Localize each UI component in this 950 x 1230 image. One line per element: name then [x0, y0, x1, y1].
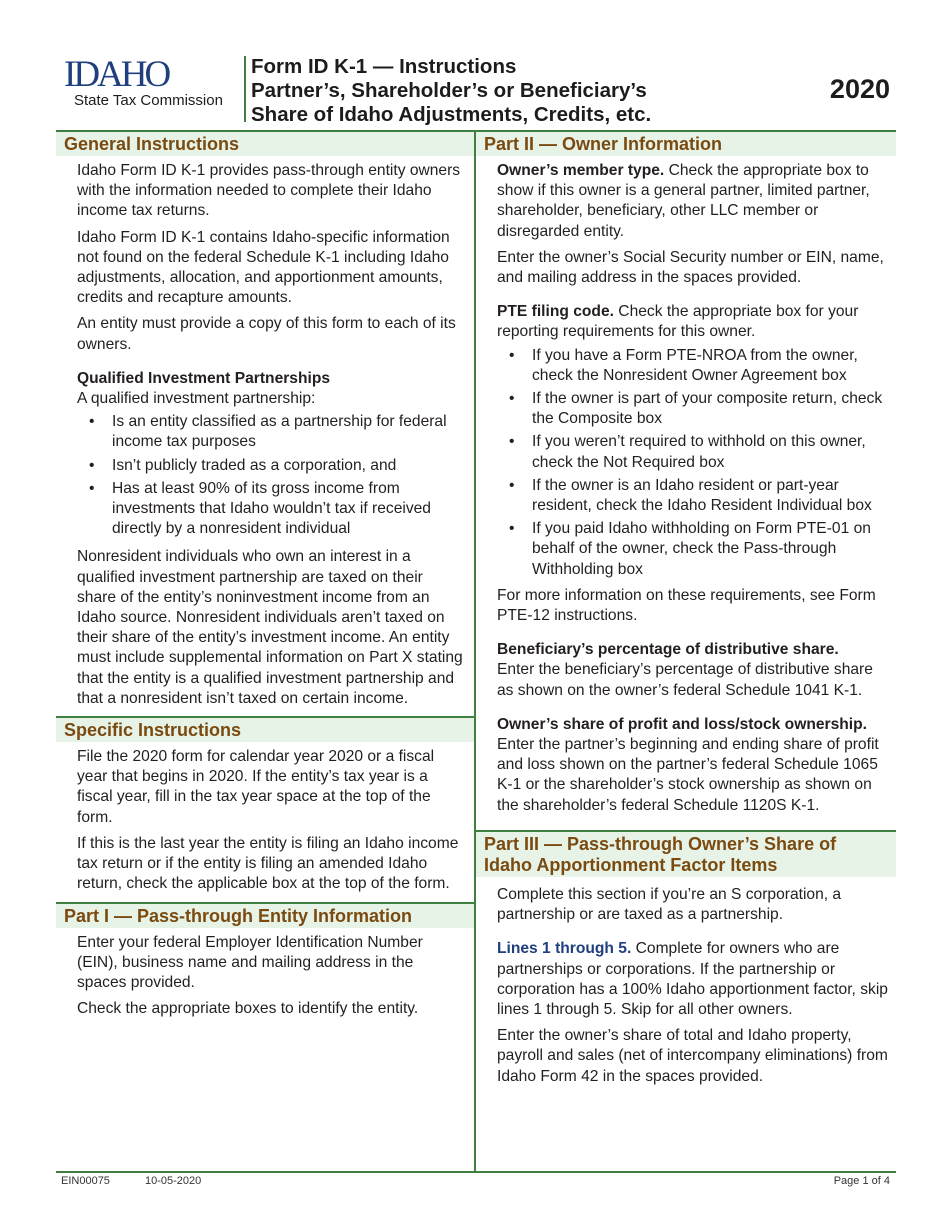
- left-column: [56, 132, 474, 1019]
- footer-page-number: Page 1 of 4: [833, 1175, 890, 1187]
- part3-paragraph-1: Complete this section if you’re an S corporation, a partnership or are taxed as a partnership.: [497, 885, 842, 924]
- more-info-paragraph: For more information on these requirements, see Form PTE-12 instructions.: [497, 586, 876, 625]
- general-instructions-body: [56, 161, 474, 709]
- form-title: [251, 55, 651, 127]
- member-type-label: Owner’s member type.: [497, 162, 665, 179]
- specific-instructions-body: [56, 747, 474, 894]
- idaho-tax-commission-logo: [62, 56, 242, 116]
- form-title-line-1: Form ID K-1 — Instructions: [251, 55, 517, 78]
- general-paragraph-2: Idaho Form ID K-1 contains Idaho-specific information not found on the federal Schedule K-1 including Idaho adjustments, allocation, and apportionment amounts, credits and recapture amounts.: [77, 228, 450, 307]
- page-header: [56, 52, 896, 130]
- member-type-paragraph: [497, 161, 888, 242]
- lines-1-5-paragraph: [497, 939, 888, 1020]
- right-column: [476, 132, 896, 1087]
- part2-body: [476, 161, 896, 816]
- beneficiary-share-label: Beneficiary’s percentage of distributive share.: [497, 641, 839, 659]
- pte-code-text: Check the appropriate box for your reporting requirements for this owner.: [497, 303, 859, 341]
- general-paragraph-4: Nonresident individuals who own an interest in a qualified investment partnership are taxed on their share of the entity’s noninvestment income from an Idaho source. Nonresident individuals aren’t taxed on their share of the entity’s investment income. An entity must include supplemental information on Part X stating that the entity is a qualified investment partnership and that a nonresident isn’t taxed on certain income.: [77, 548, 463, 707]
- general-paragraph-1: Idaho Form ID K-1 provides pass-through entity owners with the information needed to complete their Idaho income tax returns.: [77, 162, 461, 220]
- qip-bullet-list: [77, 412, 466, 539]
- member-type-text: Check the appropriate box to show if this owner is a general partner, limited partner, shareholder, beneficiary, other LLC member or disregarded entity.: [497, 162, 870, 240]
- specific-instructions-heading: Specific Instructions: [56, 716, 474, 742]
- specific-paragraph-1: File the 2020 form for calendar year 2020 or a fiscal year that begins in 2020. If the entity’s tax year is a fiscal year, fill in the tax year space at the top of the form.: [77, 748, 435, 826]
- footer-revision-date: 10-05-2020: [145, 1175, 202, 1187]
- part2-heading: Part II — Owner Information: [476, 132, 896, 156]
- form-title-line-3: Share of Idaho Adjustments, Credits, etc.: [251, 103, 652, 126]
- idaho-wordmark: [62, 56, 192, 92]
- idaho-wordmark-text: IDAHO: [64, 56, 169, 92]
- tax-year: 2020: [829, 74, 890, 104]
- qip-bullet: • Is an entity classified as a partnership for federal income tax purposes: [77, 412, 466, 452]
- bottom-rule: [56, 1171, 896, 1173]
- profit-loss-text: Enter the partner’s beginning and ending share of profit and loss shown on the partner’s federal Schedule 1065 K-1 or the shareholder’s stock ownership as shown on the shareholder’s federal Schedule 1120S K-1.: [497, 736, 879, 814]
- header-divider: [244, 56, 246, 122]
- agency-name: State Tax Commission: [74, 92, 223, 109]
- pte-bullet: • If the owner is part of your composite return, check the Composite box: [497, 389, 888, 429]
- lines-1-5-label: Lines 1 through 5.: [497, 940, 632, 958]
- general-instructions-heading: General Instructions: [56, 132, 474, 156]
- part3-body: [476, 885, 896, 1087]
- profit-loss-label: Owner’s share of profit and loss/stock ownership.: [497, 715, 867, 733]
- pte-bullet: • If the owner is an Idaho resident or part-year resident, check the Idaho Resident Individual box: [497, 476, 888, 516]
- part3-heading-line-1: Part III — Pass-through Owner’s Share of: [484, 833, 837, 854]
- pte-bullet: • If you have a Form PTE-NROA from the owner, check the Nonresident Owner Agreement box: [497, 346, 888, 386]
- part3-paragraph-3: Enter the owner’s share of total and Idaho property, payroll and sales (net of intercompany eliminations) from Idaho Form 42 in the spaces provided.: [497, 1027, 888, 1085]
- lines-1-5-text: Complete for owners who are partnerships or corporations. If the partnership or corporation has a 100% Idaho apportionment factor, skip lines 1 through 5. Skip for all other owners.: [497, 940, 888, 1018]
- pte-code-paragraph: [497, 302, 888, 342]
- ssn-paragraph: Enter the owner’s Social Security number or EIN, name, and mailing address in the spaces provided.: [497, 248, 884, 287]
- part3-heading-line-2: Idaho Apportionment Factor Items: [484, 854, 778, 875]
- footer-form-code: EIN00075: [61, 1175, 110, 1187]
- part3-heading: [476, 830, 896, 877]
- pte-bullet: • If you paid Idaho withholding on Form PTE-01 on behalf of the owner, check the Pass-through Withholding box: [497, 519, 888, 580]
- pte-bullet-list: [497, 346, 888, 580]
- part1-body: [56, 933, 474, 1020]
- qip-subheading: Qualified Investment Partnerships: [77, 369, 331, 387]
- pte-code-label: PTE filing code.: [497, 303, 614, 321]
- general-paragraph-3: An entity must provide a copy of this form to each of its owners.: [77, 315, 456, 353]
- qip-intro: A qualified investment partnership:: [77, 390, 316, 408]
- form-title-line-2: Partner’s, Shareholder’s or Beneficiary’s: [251, 79, 647, 102]
- qip-bullet: • Isn’t publicly traded as a corporation, and: [77, 456, 466, 476]
- qip-bullet: • Has at least 90% of its gross income from investments that Idaho wouldn’t tax if received directly by a nonresident individual: [77, 479, 466, 540]
- part1-heading: Part I — Pass-through Entity Information: [56, 902, 474, 928]
- pte-bullet: • If you weren’t required to withhold on this owner, check the Not Required box: [497, 432, 888, 472]
- beneficiary-share-text: Enter the beneficiary’s percentage of distributive share as shown on the owner’s federal Schedule 1041 K-1.: [497, 661, 873, 699]
- part1-paragraph-2: Check the appropriate boxes to identify the entity.: [77, 1000, 419, 1018]
- specific-paragraph-2: If this is the last year the entity is filing an Idaho income tax return or if the entity is filing an amended Idaho return, check the applicable box at the top of the form.: [77, 834, 459, 893]
- part1-paragraph-1: Enter your federal Employer Identification Number (EIN), business name and mailing address in the spaces provided.: [77, 933, 423, 991]
